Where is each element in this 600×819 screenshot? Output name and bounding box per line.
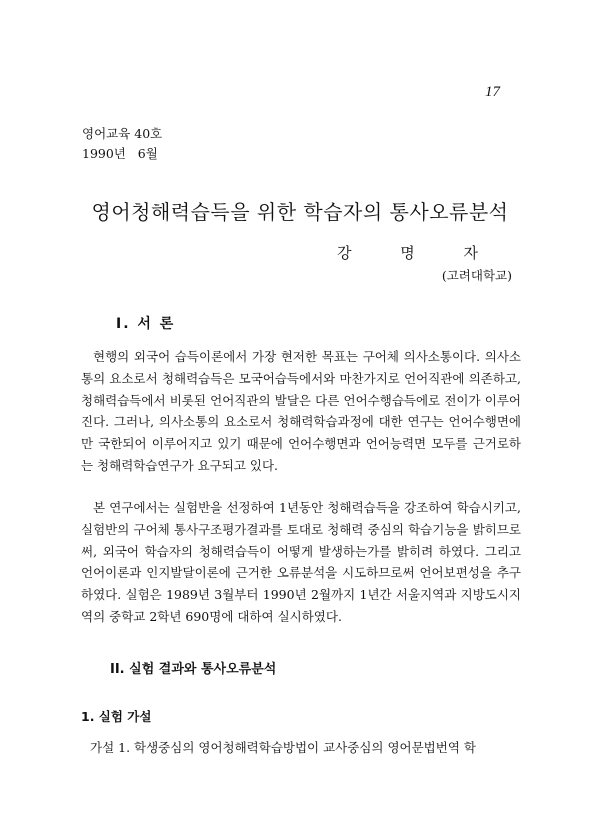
section-heading-introduction: I. 서 론 (116, 316, 176, 332)
subsection-heading-hypothesis: 1. 실험 가설 (81, 709, 152, 724)
journal-date: 1990년 6월 (82, 146, 158, 161)
section-heading-results: II. 실험 결과와 통사오류분석 (110, 662, 277, 677)
author-affiliation: (고려대학교) (441, 268, 512, 283)
journal-issue: 영어교육 40호 (82, 126, 163, 141)
intro-paragraph-1: 현행의 외국어 습득이론에서 가장 현저한 목표는 구어체 의사소통이다. 의사소통의 요소로서 청해력습득은 모국어습득에서와 마찬가지로 언어직관에 의존하고, 청해력습득에서 비롯된 언어직관의 발달은 다른 언어수행습득에로 전이가 이루어진다. 그러나, 의사소통의 요소로서 청해력학습과정에 대한 연구는 언어수행면에만 국한되어 이루어지고 있기 때문에 언어수행면과 언어능력면 모두를 근거로하는 청해력학습연구가 요구되고 있다. (81, 349, 521, 473)
author-name: 강 명 자 (336, 244, 500, 262)
intro-paragraph-2: 본 연구에서는 실험반을 선정하여 1년동안 청해력습득을 강조하여 학습시키고, 실험반의 구어체 통사구조평가결과를 토대로 청해력 중심의 학습기능을 밝히므로써, 외국어 학습자의 청해력습득이 어떻게 발생하는가를 밝히려 하였다. 그리고 언어이론과 인지발달이론에 근거한 오류분석을 시도하므로써 언어보편성을 추구하였다. 실험은 1989년 3월부터 1990년 2월까지 1년간 서울지역과 지방도시지역의 중학교 2학년 690명에 대하여 실시하였다. (81, 500, 521, 624)
hypothesis-1: 가설 1. 학생중심의 영어청해력학습방법이 교사중심의 영어문법번역 학 (90, 740, 476, 755)
journal-info (82, 124, 162, 164)
paper-title: 영어청해력습득을 위한 학습자의 통사오류분석 (91, 200, 509, 225)
page-number: 17 (485, 84, 500, 100)
